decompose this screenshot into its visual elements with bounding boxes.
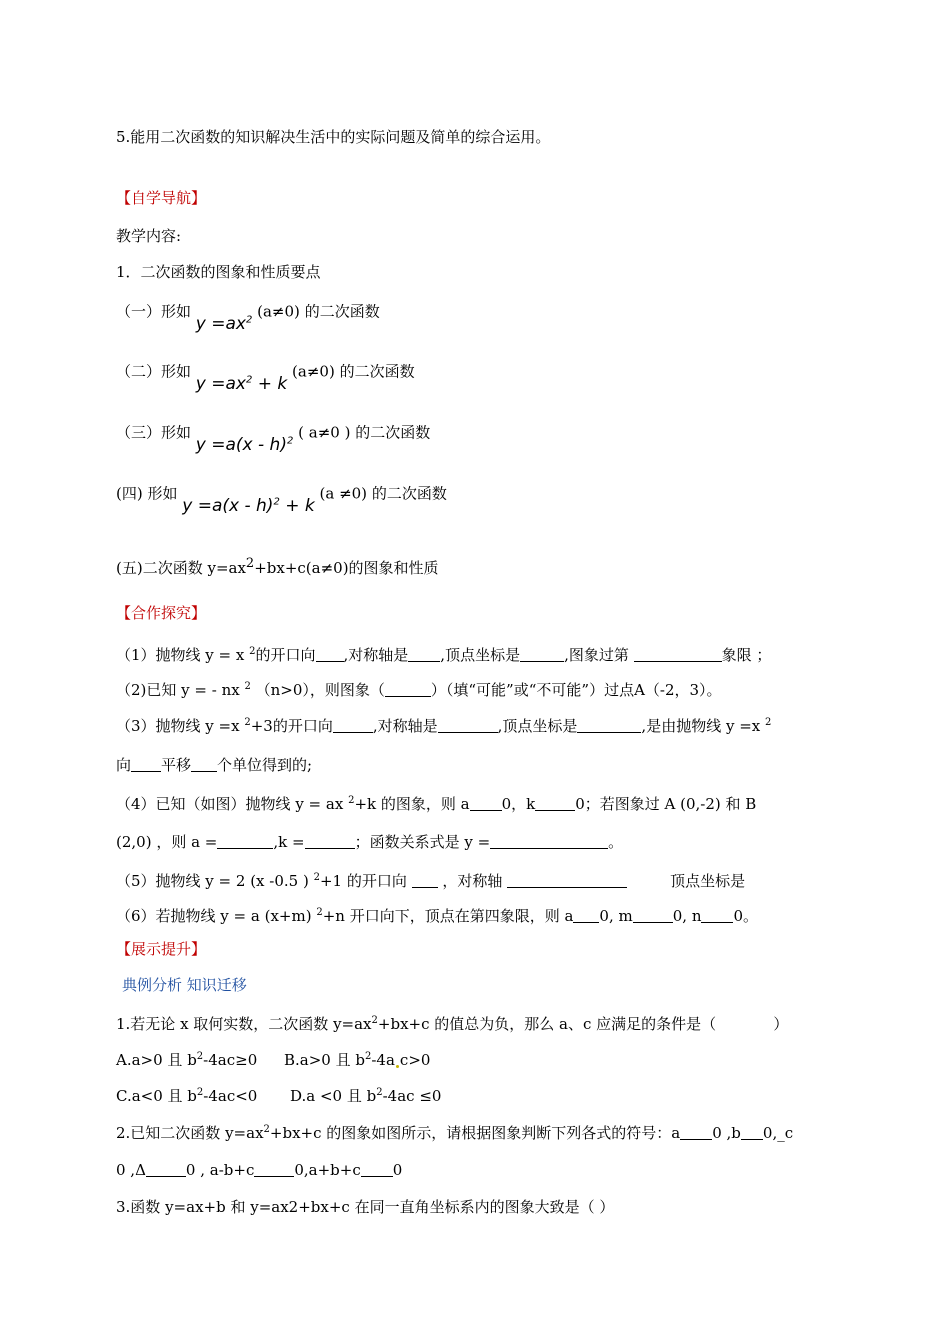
blank [146,1162,186,1177]
blank [438,718,498,733]
section-title-self-study: 【自学导航】 [116,189,207,207]
blank [217,834,273,849]
question-1: （1）抛物线 y = x $^2$的开口向 ,对称轴是 ,顶点坐标是 ,图象过第 象限 ； [116,646,772,664]
blank [305,834,355,849]
blank [131,757,161,772]
question-3-cont: 向 平移 个单位得到的; [116,756,313,774]
blank [316,647,344,662]
blank [385,682,431,697]
blank [701,908,733,923]
blank [470,796,502,811]
blank [573,908,599,923]
section-title-cooperation: 【合作探究】 [116,604,207,622]
formula-y-a-x-minus-h-sq: y =a(x - h)$^2$ [195,434,294,455]
blank [507,873,627,888]
formula-y-ax2-plus-k: $y =ax^2 + k$ [195,373,288,394]
option-b: B.a>0 且 $b^2-4a$ c>0 [284,1051,431,1069]
blank [535,796,575,811]
problem-3: 3.函数 y=ax+b 和 y=ax2+bx+c 在同一直角坐标系内的图象大致是（ ） [116,1198,615,1216]
question-2: （2)已知 y = - nx $^2$ （n>0），则图象（ ）（填“可能”或“不可能”）过点A（-2，3）。 [116,681,722,699]
item-form-5: (五)二次函数 $y=ax^2+bx+c(a\ne 0)$的图象和性质 [116,556,439,577]
blank [333,718,373,733]
item-form-2: （二）形如 $y =ax^2 + k$ (a≠0) 的二次函数 [116,362,415,394]
item-form-4: (四) 形如 y =a(x - h)$^2$ + k (a ≠0) 的二次函数 [116,484,447,516]
blank [520,647,564,662]
question-4: （4）已知（如图）抛物线 y = ax $^2$+k 的图象，则 a 0，k 0；若图象过 A (0,-2) 和 B [116,795,757,813]
option-d: D.a <0 且 $b^2-4ac \le 0$ [290,1087,442,1105]
blank [634,647,722,662]
option-c: C.a<0 且 $b^2-4ac<0$ [116,1087,258,1105]
problem-2: 2.已知二次函数 $y=ax^2+bx+c$ 的图象如图所示，请根据图象判断下列各式的符号：a 0 ,b 0,_c [116,1124,794,1142]
section-title-showcase: 【展示提升】 [116,940,207,958]
item-form-3: （三）形如 y =a(x - h)$^2$ ( a≠0 ) 的二次函数 [116,423,431,455]
blank [361,1162,393,1177]
problem-1: 1.若无论 x 取何实数，二次函数 $y=ax^2+bx+c$ 的值总为负，那么 a、c 应满足的条件是（ ） [116,1015,789,1033]
blank [490,834,608,849]
blank [680,1125,712,1140]
option-a: A.a>0 且 $b^2-4ac\ge 0$ [116,1051,258,1069]
mark-dot [396,1065,399,1068]
blank [577,718,641,733]
heading-graph-properties: 1．二次函数的图象和性质要点 [116,263,321,281]
teaching-content-label: 教学内容: [116,227,182,245]
blank [741,1125,763,1140]
subtitle-example-analysis: 典例分析 知识迁移 [122,976,247,994]
problem-2-cont: 0 ,Δ 0 , a-b+c 0,a+b+c 0 [116,1161,403,1179]
question-3: （3）抛物线 y =x $^2$+3的开口向 ,对称轴是 ,顶点坐标是 ,是由抛物线 y =x $^2$ [116,717,772,735]
item-form-1: （一）形如 $y =ax^2$ (a≠0) 的二次函数 [116,302,380,334]
blank [408,647,440,662]
question-6: （6）若抛物线 y = a (x+m) $^2$+n 开口向下，顶点在第四象限，则 a 0, m 0, n 0。 [116,907,759,925]
blank [191,757,217,772]
blank [254,1162,294,1177]
question-5: （5）抛物线 y = 2 (x -0.5 ) $^2$+1 的开口向 ，对称轴 顶点坐标是 [116,872,746,890]
formula-y-ax2: $y =ax^2$ [195,313,253,334]
blank [412,873,438,888]
blank [633,908,673,923]
question-4-cont: (2,0) ，则 a = ,k = ；函数关系式是 y = 。 [116,833,624,851]
objective-5: 5.能用二次函数的知识解决生活中的实际问题及简单的综合运用。 [116,128,551,146]
formula-y-a-x-minus-h-sq-plus-k: y =a(x - h)$^2$ + k [182,495,315,516]
